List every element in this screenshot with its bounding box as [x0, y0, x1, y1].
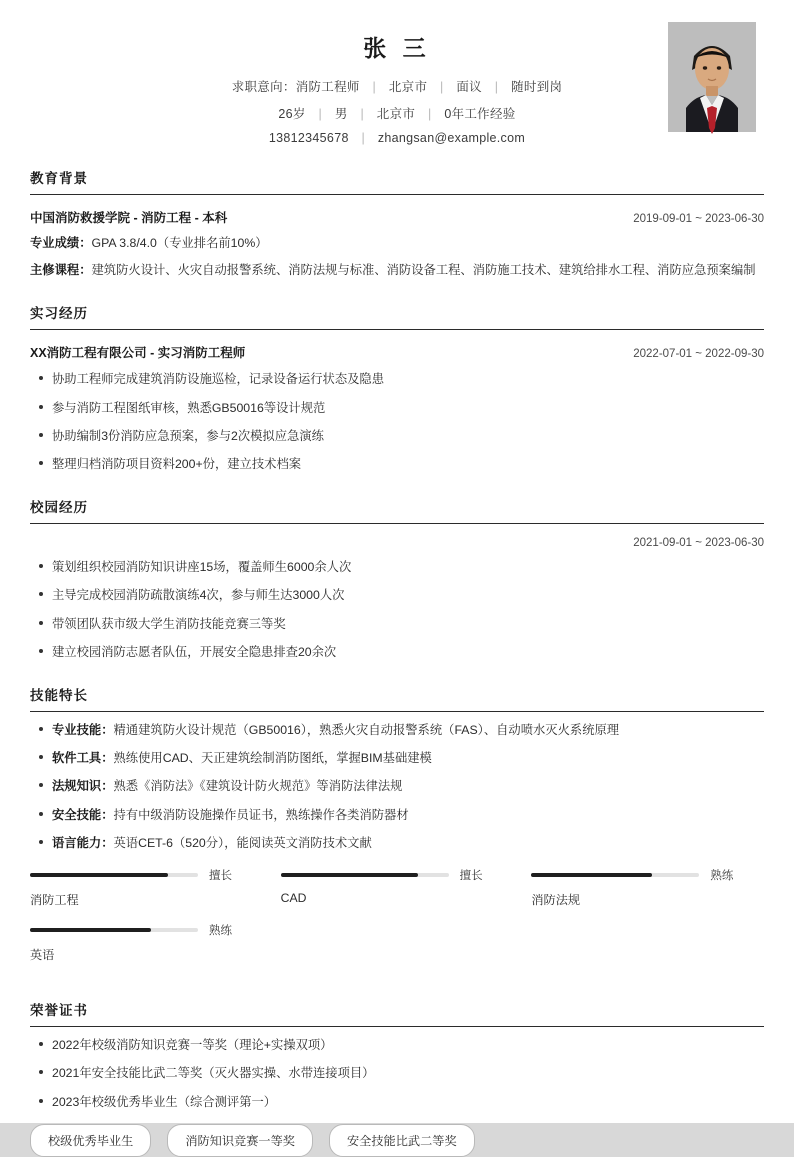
- list-item: 2022年校级消防知识竞赛一等奖（理论+实操双项）: [52, 1036, 764, 1054]
- list-item: 整理归档消防项目资料200+份，建立技术档案: [52, 455, 764, 473]
- list-item: 协助编制3份消防应急预案，参与2次模拟应急演练: [52, 427, 764, 445]
- section-honors: [30, 999, 764, 1157]
- section-campus: [30, 496, 764, 662]
- skill-label: 专业技能：: [52, 722, 114, 737]
- education-school: 中国消防救援学院 - 消防工程 - 本科: [30, 211, 228, 225]
- education-entry: [30, 208, 764, 280]
- section-title-honors: 荣誉证书: [30, 999, 764, 1027]
- divider: |: [360, 107, 364, 121]
- skill-bar-track: [531, 873, 699, 877]
- skill-bar-item: [30, 922, 263, 963]
- skill-bar-item: [281, 867, 514, 908]
- skill-label: 安全技能：: [52, 807, 114, 822]
- skill-bar-track: [281, 873, 449, 877]
- education-gpa-label: 专业成绩：: [30, 236, 92, 250]
- honors-list: [30, 1036, 764, 1111]
- skill-bar-item: [531, 867, 764, 908]
- status-badge: 消防知识竞赛一等奖: [167, 1124, 313, 1157]
- intent-value: 消防工程师: [295, 80, 360, 94]
- intent-label: 求职意向：: [231, 80, 296, 94]
- education-gpa: [30, 234, 764, 253]
- intent-city: 北京市: [388, 80, 428, 94]
- divider: |: [318, 107, 323, 121]
- internship-bullet-list: [30, 370, 764, 474]
- campus-date: 2021-09-01 ~ 2023-06-30: [633, 536, 764, 549]
- divider: |: [427, 107, 432, 121]
- education-date: 2019-09-01 ~ 2023-06-30: [633, 213, 764, 225]
- skill-bar-level: 擅长: [459, 869, 483, 882]
- campus-bullet-list: [30, 558, 764, 662]
- skill-label: 法规知识：: [52, 779, 114, 794]
- skill-bar-fill: [531, 873, 652, 877]
- campus-entry: [30, 537, 764, 662]
- list-item: 2021年安全技能比武二等奖（灭火器实操、水带连接项目）: [52, 1064, 764, 1082]
- meta-line-contact: [30, 131, 764, 145]
- skill-bar-name: 英语: [30, 947, 55, 962]
- skill-value: 持有中级消防设施操作员证书，熟练操作各类消防器材: [113, 807, 409, 822]
- email: zhangsan@example.com: [377, 131, 526, 145]
- candidate-name: 张 三: [363, 35, 431, 61]
- age: 26岁: [278, 107, 306, 121]
- avatar-illustration: [668, 22, 756, 132]
- skill-bar-name: 消防工程: [30, 892, 79, 907]
- skill-bar-level: 擅长: [209, 869, 232, 882]
- education-gpa-value: GPA 3.8/4.0（专业排名前10%）: [91, 236, 268, 250]
- skill-bar-row: [281, 867, 514, 883]
- skill-bar-row: [30, 867, 263, 883]
- skill-label: 语言能力：: [52, 836, 114, 851]
- list-item: 带领团队获市级大学生消防技能竞赛三等奖: [52, 615, 764, 633]
- list-item: [52, 806, 764, 824]
- skills-list: [30, 721, 764, 853]
- gender: 男: [334, 107, 348, 121]
- section-internship: [30, 302, 764, 474]
- divider: |: [494, 80, 499, 94]
- skill-label: 软件工具：: [52, 751, 114, 766]
- list-item: 建立校园消防志愿者队伍，开展安全隐患排查20余次: [52, 643, 764, 661]
- education-courses-label: 主修课程：: [30, 263, 92, 278]
- list-item: [52, 777, 764, 795]
- education-entry-row: [30, 208, 764, 226]
- section-title-internship: 实习经历: [30, 302, 764, 330]
- list-item: [52, 834, 764, 852]
- list-item: 主导完成校园消防疏散演练4次，参与师生达3000人次: [52, 586, 764, 604]
- skill-value: 熟练使用CAD、天正建筑绘制消防图纸，掌握BIM基础建模: [113, 751, 432, 766]
- internship-company: XX消防工程有限公司 - 实习消防工程师: [30, 346, 246, 361]
- divider: |: [372, 80, 377, 94]
- avatar: [668, 22, 756, 132]
- skill-bar-fill: [30, 928, 151, 932]
- skill-bar-fill: [30, 873, 168, 877]
- list-item: 策划组织校园消防知识讲座15场，覆盖师生6000余人次: [52, 558, 764, 576]
- divider: |: [440, 80, 444, 94]
- section-education: [30, 167, 764, 280]
- skill-bars: [30, 867, 764, 977]
- list-item: [52, 721, 764, 739]
- skill-bar-row: [531, 867, 764, 883]
- skill-value: 熟悉《消防法》《建筑设计防火规范》等消防法律法规: [113, 779, 403, 794]
- skill-bar-name: 消防法规: [531, 892, 581, 907]
- resume-header: [30, 22, 764, 145]
- section-skills: [30, 684, 764, 977]
- education-courses-value: 建筑防火设计、火灾自动报警系统、消防法规与标准、消防设备工程、消防施工技术、建筑给排水工程、消防应急预案编制: [91, 263, 756, 278]
- section-title-education: 教育背景: [30, 167, 764, 195]
- divider: |: [361, 131, 366, 145]
- list-item: 参与消防工程图纸审核，熟悉GB50016等设计规范: [52, 399, 764, 417]
- internship-entry-row: [30, 343, 764, 361]
- list-item: [52, 749, 764, 767]
- skill-value: 精通建筑防火设计规范（GB50016），熟悉火灾自动报警系统（FAS）、自动喷水灭火系统原理: [113, 722, 620, 737]
- campus-entry-row: [30, 537, 764, 549]
- skill-bar-item: [30, 867, 263, 908]
- skill-bar-row: [30, 922, 263, 938]
- meta-line-basic: [30, 104, 764, 122]
- phone: 13812345678: [268, 131, 349, 145]
- skill-value: 英语CET-6（520分），能阅读英文消防技术文献: [113, 836, 372, 851]
- status-badge: 安全技能比武二等奖: [329, 1124, 475, 1157]
- list-item: 2023年校级优秀毕业生（综合测评第一）: [52, 1093, 764, 1111]
- section-title-skills: 技能特长: [30, 684, 764, 712]
- intent-salary: 面议: [456, 80, 482, 94]
- education-courses: [30, 261, 764, 280]
- section-title-campus: 校园经历: [30, 496, 764, 524]
- skill-bar-track: [30, 928, 198, 932]
- internship-entry: [30, 343, 764, 474]
- skill-bar-track: [30, 873, 198, 877]
- skill-bar-fill: [281, 873, 419, 877]
- meta-line-intent: [30, 77, 764, 95]
- skill-bar-name: CAD: [280, 890, 307, 905]
- location: 北京市: [376, 107, 416, 121]
- skill-bar-level: 熟练: [710, 869, 734, 882]
- list-item: 协助工程师完成建筑消防设施巡检，记录设备运行状态及隐患: [52, 370, 764, 388]
- skill-bar-level: 熟练: [209, 924, 232, 937]
- status-badge: 校级优秀毕业生: [30, 1124, 151, 1157]
- honor-tags: [30, 1124, 764, 1157]
- internship-date: 2022-07-01 ~ 2022-09-30: [633, 348, 764, 361]
- experience: 0年工作经验: [444, 107, 516, 121]
- intent-availability: 随时到岗: [511, 80, 563, 94]
